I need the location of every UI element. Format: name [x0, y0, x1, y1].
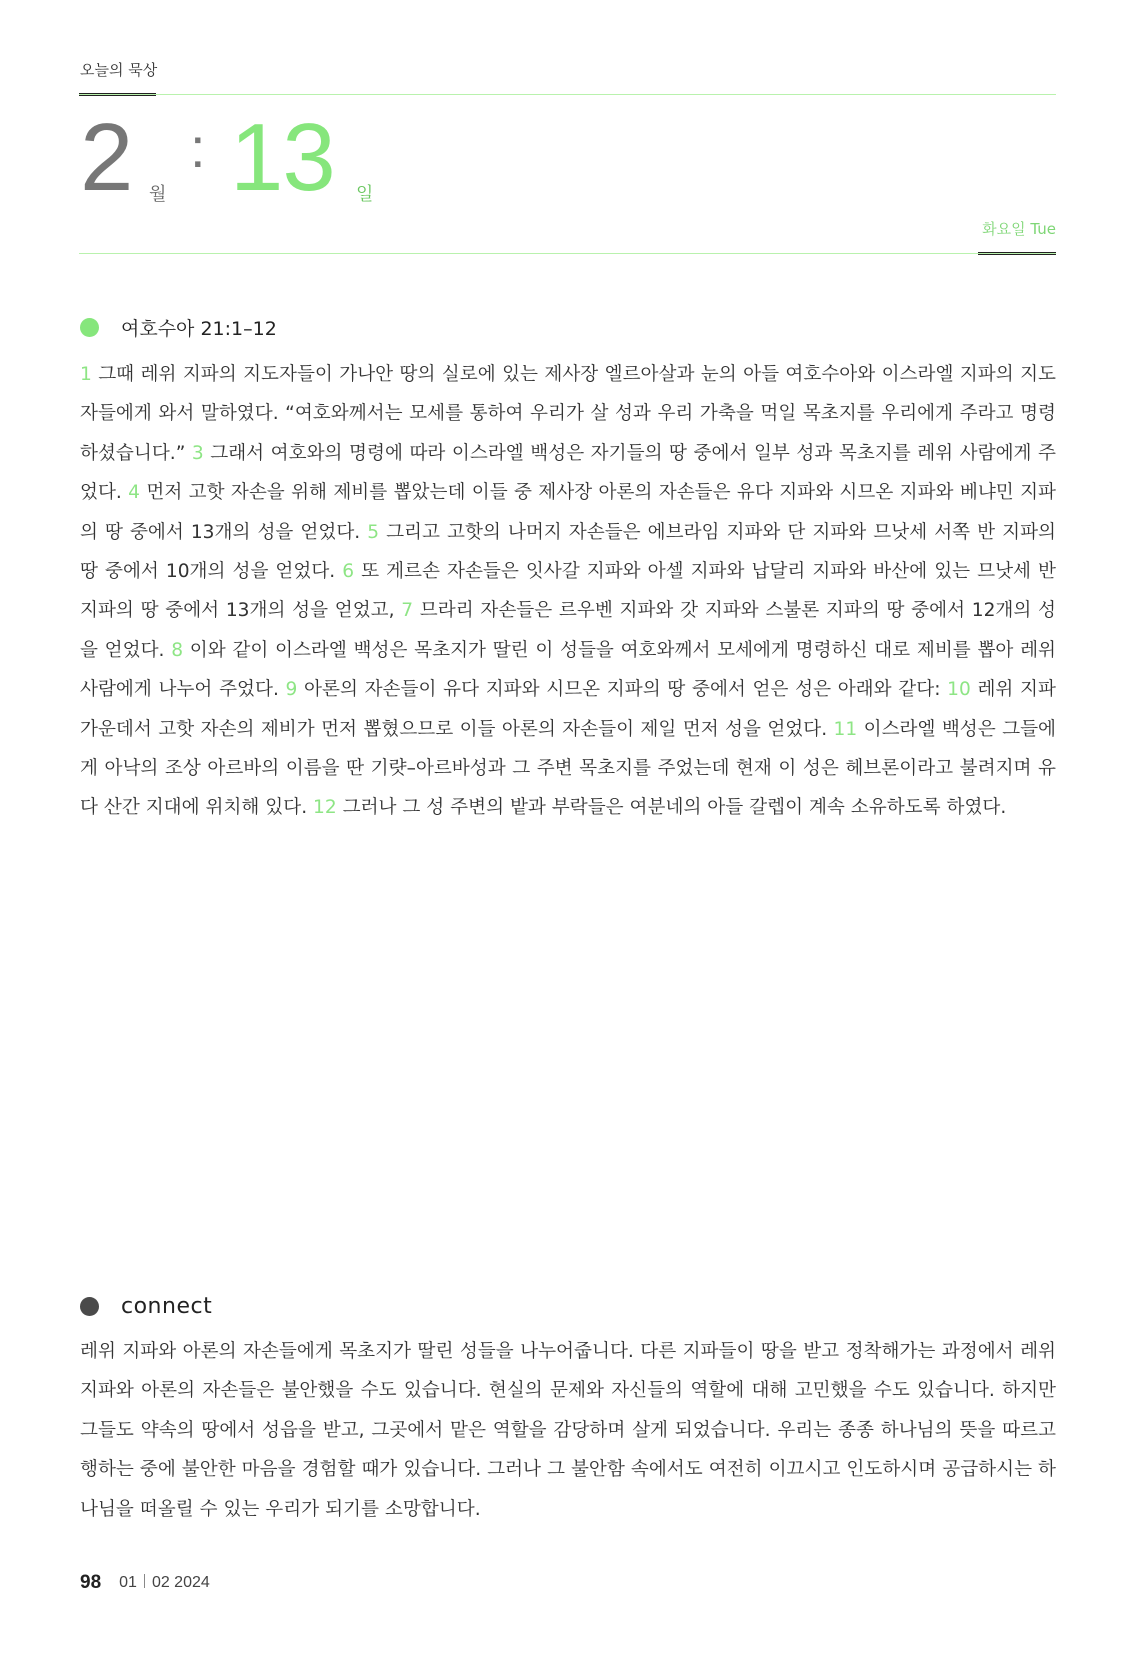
- month-unit: 월: [149, 184, 167, 205]
- verse-number: 8: [171, 639, 184, 661]
- verse-text: 그리고 고핫의 나머지 자손들은 에브라임 지파와 단 지파와 므낫세 서쪽 반 지파의 땅 중에서 10개의 성을 얻었다.: [80, 521, 1056, 583]
- green-bullet-icon: [80, 318, 99, 337]
- verse-number: 7: [401, 600, 414, 622]
- verse-number: 10: [947, 679, 971, 701]
- day-unit: 일: [356, 184, 374, 205]
- verse-number: 6: [342, 561, 355, 583]
- date-separator: :: [190, 116, 206, 179]
- verse-text: 이스라엘 백성은 그들에게 아낙의 조상 아르바의 이름을 딴 기럇–아르바성과 그 주변 목초지를 주었는데 현재 이 성은 헤브론이라고 불려지며 유다 산간 지대에 위치해 있다.: [80, 718, 1056, 819]
- verse-number: 4: [128, 482, 141, 504]
- issue-month: 01: [119, 1574, 137, 1591]
- verse-text: 므라리 자손들은 르우벤 지파와 갓 지파와 스불론 지파의 땅 중에서 12개의 성을 얻었다.: [80, 600, 1057, 661]
- verse-number: 3: [191, 442, 204, 464]
- issue-date: [119, 1574, 210, 1592]
- scripture-reference: 여호수아 21:1–12: [121, 317, 277, 340]
- issue-separator: [144, 1574, 145, 1588]
- connect-body: 레위 지파와 아론의 자손들에게 목초지가 딸린 성들을 나누어줍니다. 다른 지파들이 땅을 받고 정착해가는 과정에서 레위 지파와 아론의 자손들은 불안했을 수도 있습니다. 현실의 문제와 자신들의 역할에 대해 고민했을 수도 있습니다. 하지만 그들도 약속의 땅에서 성읍을 받고, 그곳에서 맡은 역할을 감당하며 살게 되었습니다. 우리는 종종 하나님의 뜻을 따르고 행하는 중에 불안한 마음을 경험할 때가 있습니다. 그러나 그 불안함 속에서도 여전히 이끄시고 인도하시며 공급하시는 하나님을 떠올릴 수 있는 우리가 되기를 소망합니다.: [80, 1341, 1056, 1520]
- top-divider: [79, 94, 1056, 95]
- verse-number: 1: [80, 364, 92, 385]
- verse-text: 그러나 그 성 주변의 밭과 부락들은 여분네의 아들 갈렙이 계속 소유하도록 하였다.: [336, 797, 1007, 819]
- verse-number: 5: [367, 521, 380, 543]
- issue-year: 02 2024: [151, 1574, 210, 1591]
- page-number: 98: [80, 1572, 102, 1593]
- scripture-heading: [80, 315, 277, 339]
- verse-number: 12: [313, 797, 337, 819]
- verse-text: 그때 레위 지파의 지도자들이 가나안 땅의 실로에 있는 제사장 엘르아살과 눈의 아들 여호수아와 이스라엘 지파의 지도자들에게 와서 말하였다. “여호와께서는 모세를 통하여 우리가 살 성과 우리 가축을 먹일 목초지를 우리에게 주라고 명령하셨습니다.”: [80, 364, 1056, 464]
- verse-text: 레위 지파 가운데서 고핫 자손의 제비가 먼저 뽑혔으므로 이들 아론의 자손들이 제일 먼저 성을 얻었다.: [80, 679, 1056, 740]
- date-divider: [79, 253, 1056, 254]
- date-month: 2: [80, 104, 132, 211]
- verse-text: 또 게르손 자손들은 잇사갈 지파와 아셀 지파와 납달리 지파와 바산에 있는 므낫세 반 지파의 땅 중에서 13개의 성을 얻었고,: [80, 561, 1056, 622]
- weekday-label: 화요일 Tue: [982, 220, 1056, 238]
- verse-text: 먼저 고핫 자손을 위해 제비를 뽑았는데 이들 중 제사장 아론의 자손들은 유다 지파와 시므온 지파와 베냐민 지파의 땅 중에서 13개의 성을 얻었다.: [80, 482, 1056, 543]
- connect-heading: [80, 1294, 212, 1318]
- verse-text: 아론의 자손들이 유다 지파와 시므온 지파의 땅 중에서 얻은 성은 아래와 같다:: [297, 679, 948, 701]
- section-label: 오늘의 묵상: [80, 61, 158, 79]
- verse-text: 그래서 여호와의 명령에 따라 이스라엘 백성은 자기들의 땅 중에서 일부 성과 목초지를 레위 사람에게 주었다.: [80, 442, 1057, 504]
- date-day: 13: [230, 104, 335, 211]
- dark-bullet-icon: [80, 1297, 99, 1316]
- verse-number: 9: [285, 679, 298, 701]
- scripture-passage: [80, 355, 1056, 828]
- connect-title: connect: [121, 1293, 213, 1319]
- verse-number: 11: [833, 718, 858, 740]
- page-footer: [80, 1572, 210, 1594]
- verse-text: 이와 같이 이스라엘 백성은 목초지가 딸린 이 성들을 여호와께서 모세에게 명령하신 대로 제비를 뽑아 레위 사람에게 나누어 주었다.: [80, 639, 1057, 701]
